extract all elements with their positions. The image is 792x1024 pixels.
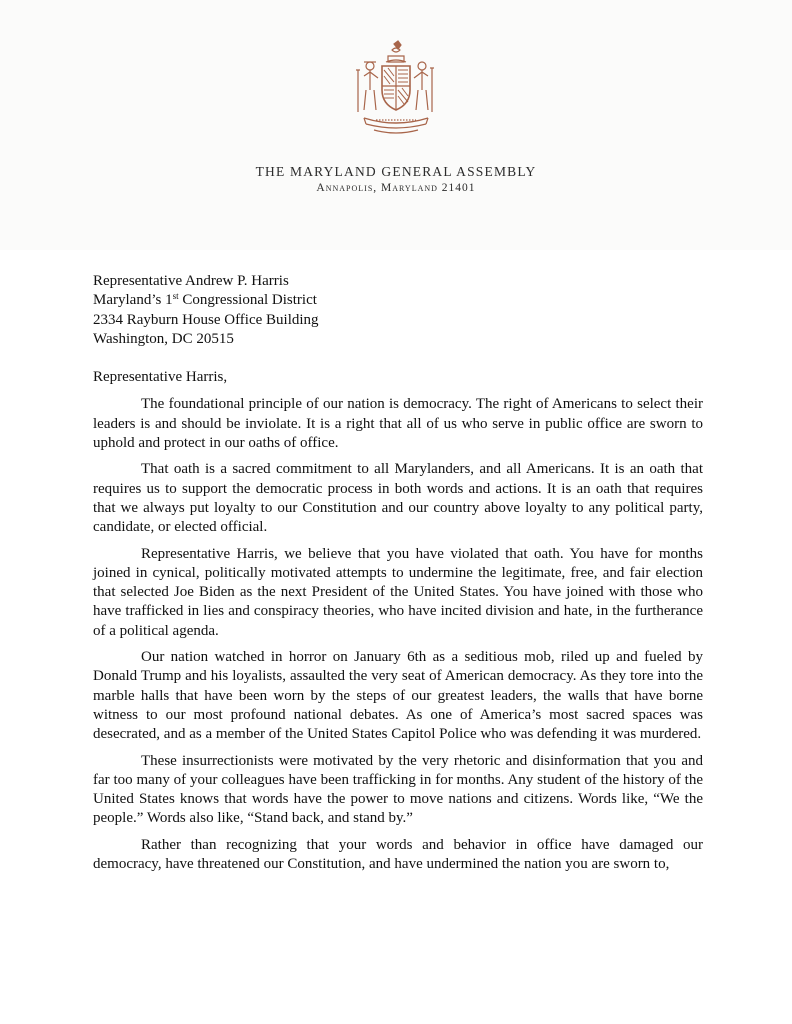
recipient-name: Representative Andrew P. Harris bbox=[93, 273, 289, 289]
district-ordinal: st bbox=[172, 291, 179, 302]
paragraph-violation: Representative Harris, we believe that you have violated that oath. You have for months joined in cynical, politically motivated attempts to undermine the legitimate, free, and fair election that selected Joe Biden as the next President of the United States. You have joined with those who have trafficked in lies and conspiracy theories, who have incited division and hate, in the furtherance of a political agenda. bbox=[93, 545, 703, 639]
paragraph-january-6th: Our nation watched in horror on January 6th as a seditious mob, riled up and fueled by Donald Trump and his loyalists, assaulted the very seat of American democracy. As they tore into the marble halls that have been worn by the steps of our greatest leaders, the walls that have borne witness to our most profound national debates. As one of America’s most sacred spaces was desecrated, and as a member of the United States Capitol Police who was defending it was murdered. bbox=[93, 649, 703, 743]
letter-body bbox=[93, 272, 703, 874]
paragraph-rather-than: Rather than recognizing that your words and behavior in office have damaged our democracy, have threatened our Constitution, and have undermined the nation you are sworn to, bbox=[93, 836, 703, 873]
maryland-great-seal-icon bbox=[348, 40, 444, 140]
recipient-district bbox=[93, 291, 703, 310]
recipient-city: Washington, DC 20515 bbox=[93, 330, 234, 347]
assembly-location: Annapolis, Maryland 21401 bbox=[316, 182, 476, 194]
paragraph-democracy: The foundational principle of our nation is democracy. The right of Americans to select their leaders is and should be inviolate. It is a right that all of us who serve in public office are sworn to uphold and protect in our oaths of office. bbox=[93, 396, 703, 452]
assembly-name: THE MARYLAND GENERAL ASSEMBLY bbox=[255, 164, 537, 179]
salutation: Representative Harris, bbox=[93, 369, 228, 386]
paragraph-oath: That oath is a sacred commitment to all Marylanders, and all Americans. It is an oath that requires us to support the democratic process in both words and actions. It is an oath that requires that we always put loyalty to our Constitution and our country above loyalty to any political party, candidate, or elected official. bbox=[93, 461, 703, 536]
district-prefix: Maryland’s 1 bbox=[93, 292, 173, 309]
recipient-address bbox=[93, 272, 703, 349]
letterhead bbox=[0, 0, 792, 250]
paragraph-insurrectionists: These insurrectionists were motivated by the very rhetoric and disinformation that you and far too many of your colleagues have been trafficking in for months. Any student of the history of the United States knows that words have the power to move nations and citizens. Words like, “We the people.” Words also like, “Stand back, and stand by.” bbox=[93, 752, 703, 827]
district-suffix: Congressional District bbox=[178, 292, 317, 309]
recipient-office: 2334 Rayburn House Office Building bbox=[93, 311, 319, 328]
